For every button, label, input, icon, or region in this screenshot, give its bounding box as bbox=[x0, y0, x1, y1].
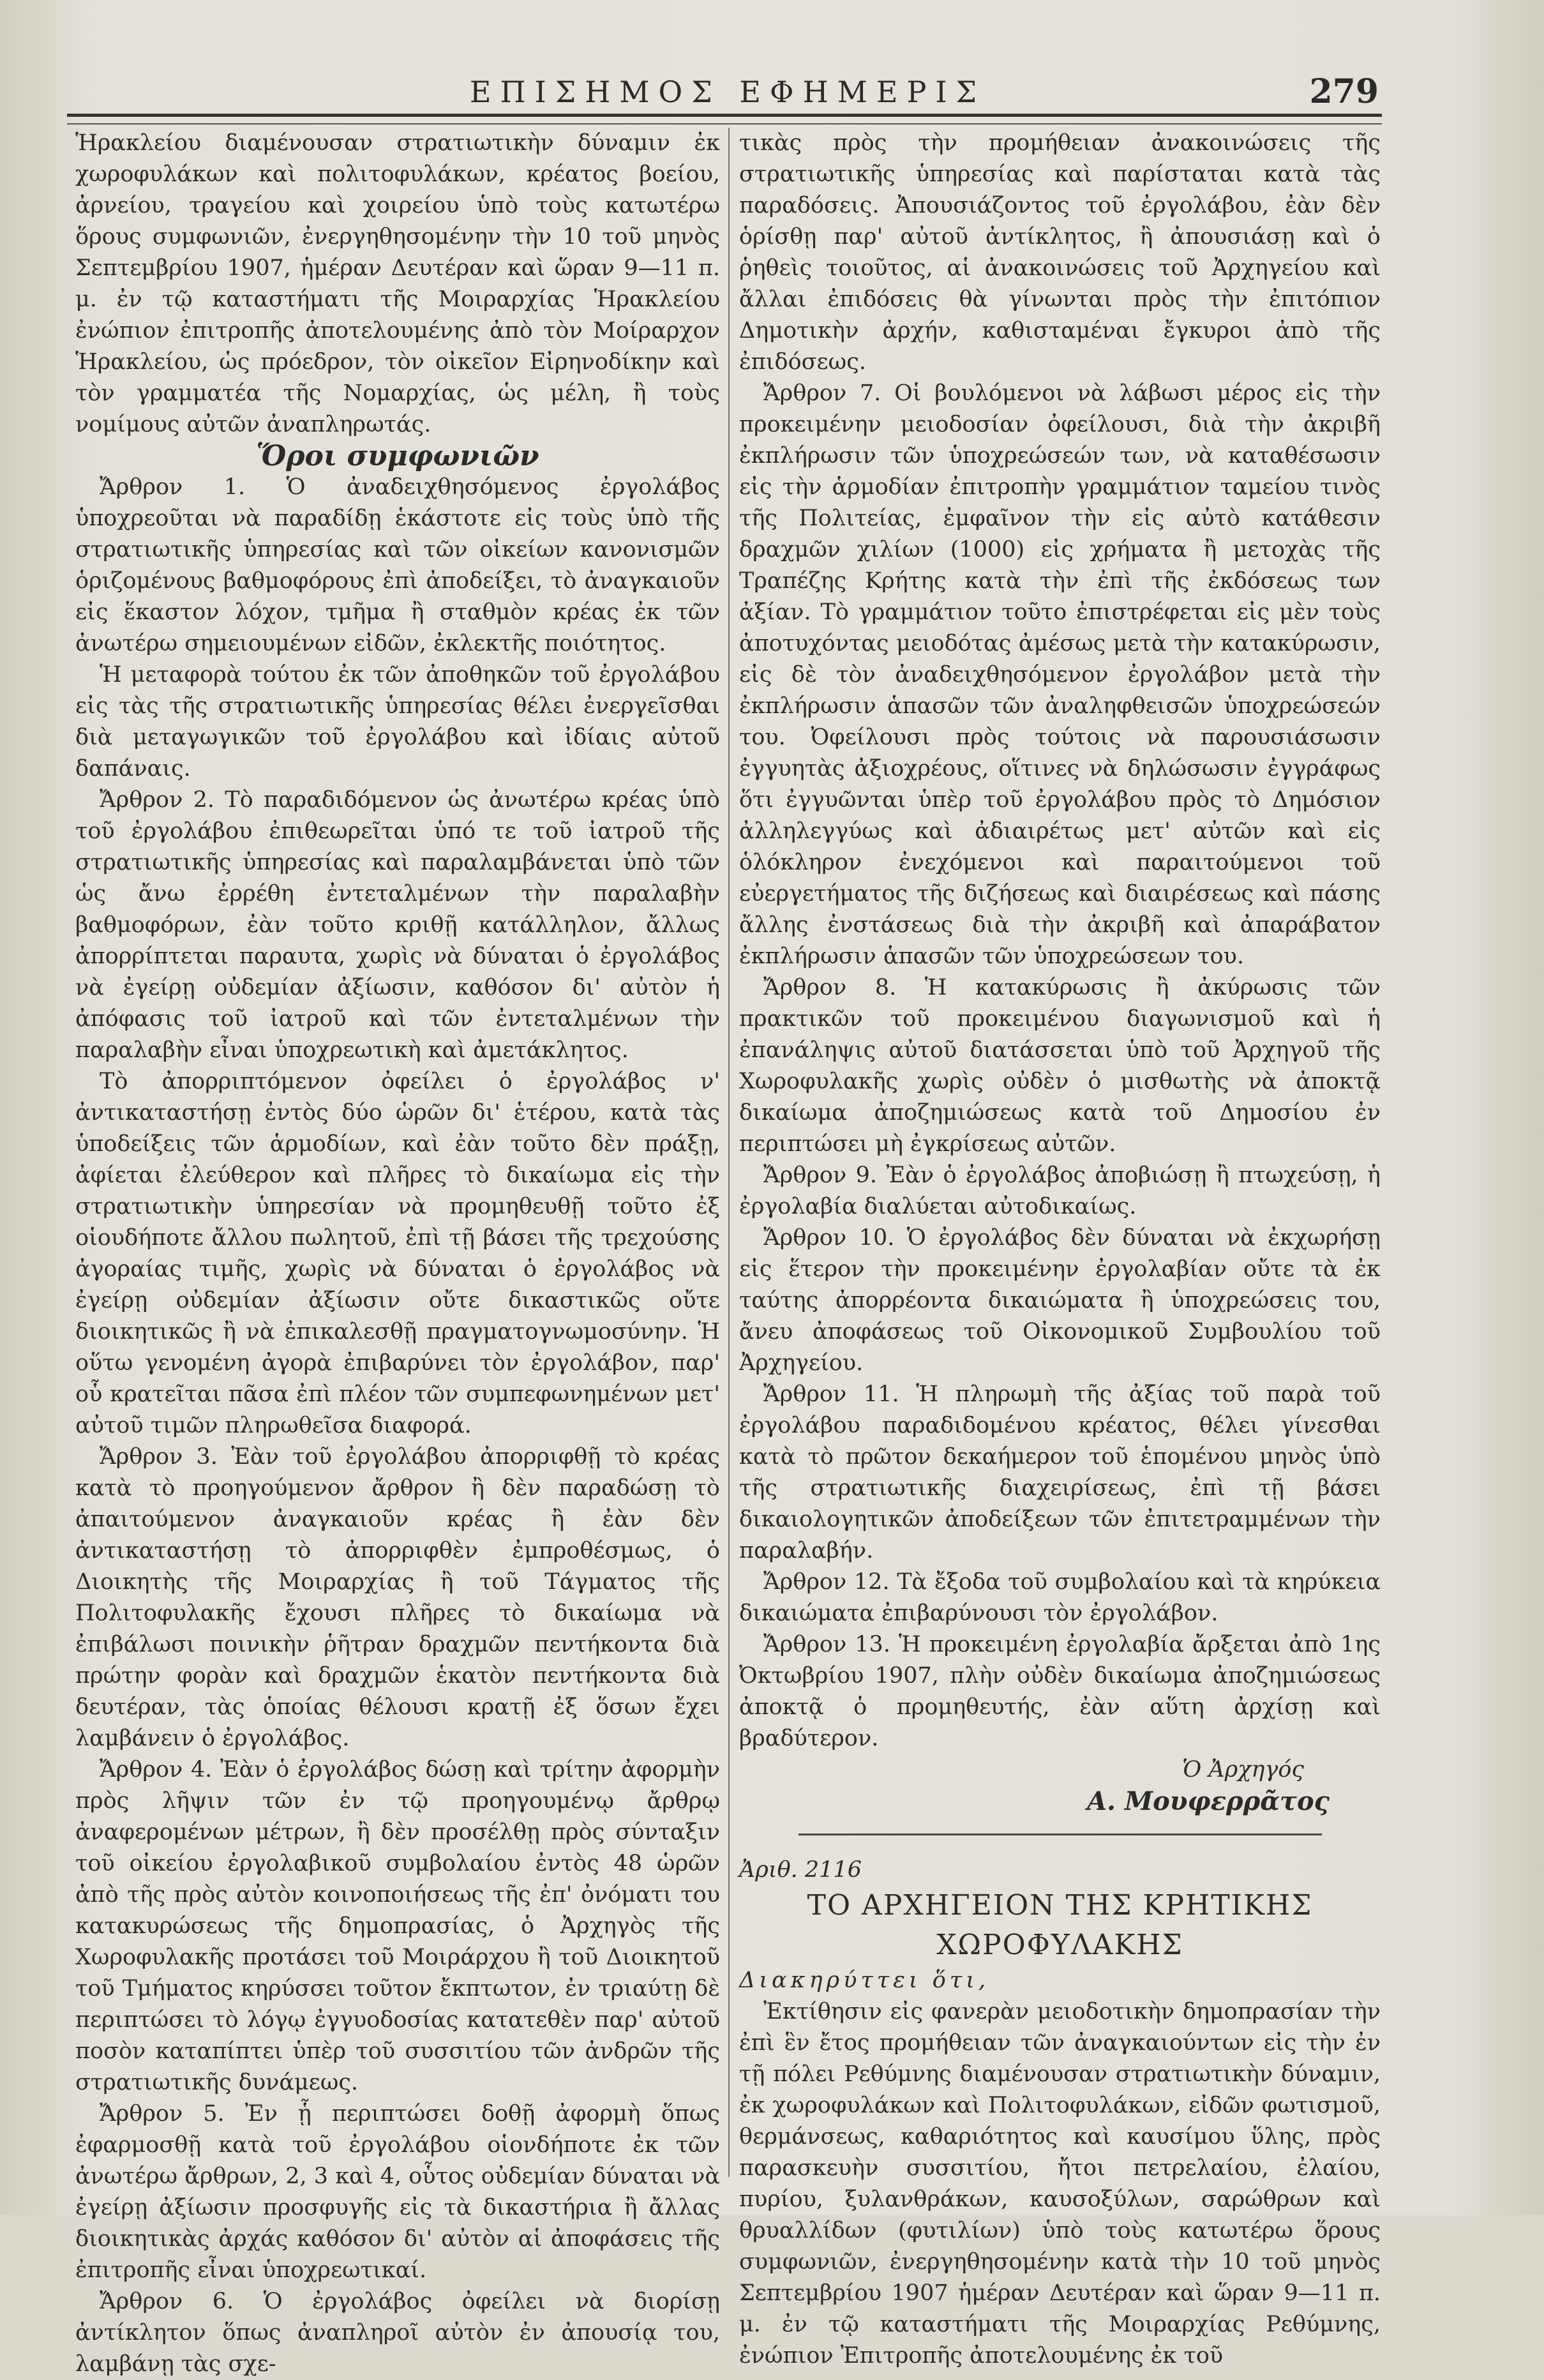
right-column bbox=[739, 128, 1381, 2372]
notice-paragraph: Ἐκτίθησιν εἰς φανερὰν μειοδοτικὴν δημοπρασίαν τὴν ἐπὶ ἓν ἔτος προμήθειαν τῶν ἀναγκαιούντων εἰς τὴν ἐν τῇ πόλει Ρεθύμνης διαμένουσαν στρατιωτικὴν δύναμιν, ἐκ χωροφυλάκων καὶ Πολιτοφυλάκων, εἰδῶν φωτισμοῦ, θερμάνσεως, καθαριότητος καὶ καυσίμου ὕλης, πρὸς παρασκευὴν συσσιτίου, ἤτοι πετρελαίου, ἐλαίου, πυρίου, ξυλανθράκων, καυσοξύλων, σαρώθρων καὶ θρυαλλίδων (φυτιλίων) ὑπὸ τοὺς κατωτέρω ὅρους συμφωνιῶν, ἐνεργηθησομένην κατὰ τὴν 10 τοῦ μηνὸς Σεπτεμβρίου 1907 ἡμέραν Δευτέραν καὶ ὥραν 9—11 π. μ. ἐν τῷ καταστήματι τῆς Μοιραρχίας Ρεθύμνης, ἐνώπιον Ἐπιτροπῆς ἀποτελουμένης ἐκ τοῦ bbox=[739, 1999, 1381, 2369]
article-2-cont: Τὸ ἀπορριπτόμενον ὀφείλει ὁ ἐργολάβος ν' ἀντικαταστήσῃ ἐντὸς δύο ὡρῶν δι' ἑτέρου, κατὰ τὰς ὑποδείξεις τῶν ἁρμοδίων, καὶ ἐὰν τοῦτο δὲν πράξῃ, ἀφίεται ἐλεύθερον καὶ πλῆρες τὸ δικαίωμα εἰς τὴν στρατιωτικὴν ὑπηρεσίαν νὰ προμηθευθῇ τοῦτο ἐξ οἱουδήποτε ἄλλου πωλητοῦ, ἐπὶ τῇ βάσει τῆς τρεχούσης ἀγοραίας τιμῆς, χωρὶς νὰ δύναται ὁ ἐργολάβος νὰ ἐγείρῃ οὐδεμίαν ἀξίωσιν οὔτε δικαστικῶς οὔτε διοικητικῶς ἢ νὰ ἐπικαλεσθῇ πραγματογνωμοσύνην. Ἡ οὕτω γενομένη ἀγορὰ ἐπιβαρύνει τὸν ἐργολάβον, παρ' οὗ κρατεῖται πᾶσα ἐπὶ πλέον τῶν συμπεφωνημένων μετ' αὐτοῦ τιμῶν πληρωθεῖσα διαφορά. bbox=[75, 1069, 720, 1438]
article-9: Ἄρθρον 9. Ἐὰν ὁ ἐργολάβος ἀποβιώσῃ ἢ πτωχεύσῃ, ἡ ἐργολαβία διαλύεται αὐτοδικαίως. bbox=[739, 1163, 1381, 1219]
article-4: Ἄρθρον 4. Ἐὰν ὁ ἐργολάβος δώσῃ καὶ τρίτην ἀφορμὴν πρὸς λῆψιν τῶν ἐν τῷ προηγουμένῳ ἄρθρῳ ἀναφερομένων μέτρων, ἢ δὲν προσέλθῃ πρὸς σύνταξιν τοῦ οἰκείου ἐργολαβικοῦ συμβολαίου ἐντὸς 48 ὡρῶν ἀπὸ τῆς πρὸς αὐτὸν κοινοποιήσεως τῆς ἐπ' ὀνόματι του κατακυρώσεως τῆς δημοπρασίας, ὁ Ἀρχηγὸς τῆς Χωροφυλακῆς προτάσει τοῦ Μοιράρχου ἢ τοῦ Διοικητοῦ τοῦ Τμήματος κηρύσσει τοῦτον ἔκπτωτον, ἐν τριαύτῃ δὲ περιπτώσει τὸ λόγῳ ἐγγυοδοσίας κατατεθὲν παρ' αὐτοῦ ποσὸν καταπίπτει ὑπὲρ τοῦ συσσιτίου τῶν ἀνδρῶν τῆς στρατιωτικῆς δυνάμεως. bbox=[75, 1757, 720, 2095]
document-number: Ἀριθ. 2116 bbox=[739, 1857, 862, 1883]
article-3: Ἄρθρον 3. Ἐὰν τοῦ ἐργολάβου ἀπορριφθῇ τὸ κρέας κατὰ τὸ προηγούμενον ἄρθρον ἢ δὲν παραδώσῃ τὸ ἀπαιτούμενον ἀναγκαιοῦν κρέας ἢ ἐὰν δὲν ἀντικαταστήσῃ τὸ ἀπορριφθὲν ἐμπροθέσμως, ὁ Διοικητὴς τῆς Μοιραρχίας ἢ τοῦ Τάγματος τῆς Πολιτοφυλακῆς ἔχουσι πλῆρες τὸ δικαίωμα νὰ ἐπιβάλωσι ποινικὴν ῥῆτραν δραχμῶν πεντήκοντα διὰ πρώτην φορὰν καὶ δραχμῶν ἑκατὸν πεντήκοντα διὰ δευτέραν, τὰς ὁποίας θέλουσι κρατῇ ἐξ ὅσων ἔχει λαμβάνειν ὁ ἐργολάβος. bbox=[75, 1444, 720, 1751]
article-11: Ἄρθρον 11. Ἡ πληρωμὴ τῆς ἀξίας τοῦ παρὰ τοῦ ἐργολάβου παραδιδομένου κρέατος, θέλει γίνεσθαι κατὰ τὸ πρῶτον δεκαήμερον τοῦ ἑπομένου μηνὸς ὑπὸ τῆς στρατιωτικῆς διαχειρίσεως, ἐπὶ τῇ βάσει δικαιολογητικῶν ἀποδείξεων τῶν ἐπιτετραμμένων τὴν παραλαβήν. bbox=[739, 1382, 1381, 1563]
article-5: Ἄρθρον 5. Ἐν ᾗ περιπτώσει δοθῇ ἀφορμὴ ὅπως ἐφαρμοσθῇ κατὰ τοῦ ἐργολάβου οἱονδήποτε ἐκ τῶν ἀνωτέρω ἄρθρων, 2, 3 καὶ 4, οὗτος οὐδεμίαν δύναται νὰ ἐγείρῃ ἀξίωσιν προσφυγῆς εἰς τὰ δικαστήρια ἢ ἄλλας διοικητικὰς ἀρχάς καθόσον δι' αὐτὸν αἱ ἀποφάσεις τῆς ἐπιτροπῆς εἶναι ὑποχρεωτικαί. bbox=[75, 2101, 720, 2283]
section-separator bbox=[798, 1834, 1322, 1835]
notice-heading bbox=[739, 1886, 1381, 1965]
signature-role: Ὁ Ἀρχηγός bbox=[1182, 1757, 1304, 1782]
article-12: Ἄρθρον 12. Τὰ ἔξοδα τοῦ συμβολαίου καὶ τὰ κηρύκεια δικαιώματα ἐπιβαρύνουσι τὸν ἐργολάβον. bbox=[739, 1569, 1381, 1626]
article-2: Ἄρθρον 2. Τὸ παραδιδόμενον ὡς ἀνωτέρω κρέας ὑπὸ τοῦ ἐργολάβου ἐπιθεωρεῖται ὑπό τε τοῦ ἰατροῦ τῆς στρατιωτικῆς ὑπηρεσίας καὶ παραλαμβάνεται ὑπὸ τῶν ὡς ἄνω ἐρρέθη ἐντεταλμένων τὴν παραλαβὴν βαθμοφόρων, ἐὰν τοῦτο κριθῇ κατάλληλον, ἄλλως ἀπορρίπτεται παραυτα, χωρὶς νὰ δύναται ὁ ἐργολάβος νὰ ἐγείρῃ οὐδεμίαν ἀξίωσιν, καθόσον δι' αὐτὸν ἡ ἀπόφασις τοῦ ἰατροῦ καὶ τῶν ἐντεταλμένων τὴν παραλαβὴν εἶναι ὑποχρεωτικὴ καὶ ἀμετάκλητος. bbox=[75, 787, 720, 1063]
article-1-cont: Ἡ μεταφορὰ τούτου ἐκ τῶν ἀποθηκῶν τοῦ ἐργολάβου εἰς τὰς τῆς στρατιωτικῆς ὑπηρεσίας θέλει ἐνεργεῖσθαι διὰ μεταγωγικῶν τοῦ ἐργολάβου καὶ ἰδίαις αὐτοῦ δαπάναις. bbox=[75, 662, 720, 781]
article-10: Ἄρθρον 10. Ὁ ἐργολάβος δὲν δύναται νὰ ἐκχωρήσῃ εἰς ἕτερον τὴν προκειμένην ἐργολαβίαν οὔτε τὰ ἐκ ταύτης ἀπορρέοντα δικαιώματα ἢ ὑποχρεώσεις του, ἄνευ ἀποφάσεως τοῦ Οἰκονομικοῦ Συμβουλίου τοῦ Ἀρχηγείου. bbox=[739, 1225, 1381, 1376]
signature-name: Α. Μουφερρᾶτος bbox=[1086, 1786, 1330, 1816]
notice-heading-line-2: ΧΩΡΟΦΥΛΑΚΗΣ bbox=[936, 1929, 1183, 1961]
article-7: Ἄρθρον 7. Οἱ βουλόμενοι νὰ λάβωσι μέρος εἰς τὴν προκειμένην μειοδοσίαν ὀφείλουσι, διὰ τὴν ἀκριβῆ ἐκπλήρωσιν τῶν ὑποχρεώσεών των, νὰ καταθέσωσιν εἰς τὴν ἁρμοδίαν ἐπιτροπὴν γραμμάτιον ταμείου τινὸς τῆς Πολιτείας, ἐμφαῖνον τὴν εἰς αὐτὸ κατάθεσιν δραχμῶν χιλίων (1000) εἰς χρήματα ἢ μετοχὰς τῆς Τραπέζης Κρήτης κατὰ τὴν ἐπὶ τῆς ἐκδόσεως των ἀξίαν. Τὸ γραμμάτιον τοῦτο ἐπιστρέφεται εἰς μὲν τοὺς ἀποτυχόντας μειοδότας ἀμέσως μετὰ τὴν κατακύρωσιν, εἰς δὲ τὸν ἀναδειχθησόμενον ἐργολάβον μετὰ τὴν ἐκπλήρωσιν ἁπασῶν τῶν ἀναληφθεισῶν ὑποχρεώσεών του. Ὀφείλουσι πρὸς τούτοις νὰ παρουσιάσωσιν ἐγγυητὰς ἀξιοχρέους, οἵτινες νὰ δηλώσωσιν ἐγγράφως ὅτι ἐγγυῶνται ὑπὲρ τοῦ ἐργολάβου πρὸς τὸ Δημόσιον ἀλληλεγγύως καὶ ἀδιαιρέτως μετ' αὐτῶν καὶ εἰς ὁλόκληρον ἐνεχόμενοι καὶ παραιτούμενοι τοῦ εὐεργετήματος τῆς διζήσεως καὶ διαιρέσεως καὶ πάσης ἄλλης ἐνστάσεως διὰ τὴν ἀκριβῆ καὶ ἀπαράβατον ἐκπλήρωσιν ἁπασῶν τῶν ὑποχρεώσεων του. bbox=[739, 380, 1381, 969]
header-rule bbox=[67, 114, 1382, 124]
page-number: 279 bbox=[1309, 72, 1379, 111]
declares-line: Διακηρύττει ὅτι, bbox=[739, 1968, 990, 1993]
article-6-cont: τικὰς πρὸς τὴν προμήθειαν ἀνακοινώσεις τῆς στρατιωτικῆς ὑπηρεσίας καὶ παρίσταται κατὰ τὰς παραδόσεις. Ἀπουσιάζοντος τοῦ ἐργολάβου, ἐὰν δὲν ὁρίσθῃ παρ' αὐτοῦ ἀντίκλητος, ἢ ἀπουσιάσῃ καὶ ὁ ῥηθεὶς τοιοῦτος, αἱ ἀνακοινώσεις τοῦ Ἀρχηγείου καὶ ἄλλαι ἐπιδόσεις θὰ γίνωνται πρὸς τὴν ἐπιτόπιον Δημοτικὴν ἀρχήν, καθισταμέναι ἔγκυροι ἀπὸ τῆς ἐπιδόσεως. bbox=[739, 130, 1381, 375]
gazette-title: ΕΠΙΣΗΜΟΣ ΕΦΗΜΕΡΙΣ bbox=[469, 75, 986, 109]
column-divider bbox=[728, 128, 730, 2177]
article-6: Ἄρθρον 6. Ὁ ἐργολάβος ὀφείλει νὰ διορίσῃ ἀντίκλητον ὅπως ἀναπληροῖ αὐτὸν ἐν ἀπουσίᾳ του, λαμβάνῃ τὰς σχε- bbox=[75, 2289, 720, 2377]
section-subheading: Ὅροι συμφωνιῶν bbox=[256, 440, 539, 472]
page-header bbox=[77, 67, 1379, 118]
article-1: Ἄρθρον 1. Ὁ ἀναδειχθησόμενος ἐργολάβος ὑποχρεοῦται νὰ παραδίδῃ ἑκάστοτε εἰς τοὺς ὑπὸ τῆς στρατιωτικῆς ὑπηρεσίας καὶ τῶν οἰκείων κανονισμῶν ὁριζομένους βαθμοφόρους ἐπὶ ἀποδείξει, τὸ ἀναγκαιοῦν εἰς ἕκαστον λόχον, τμῆμα ἢ σταθμὸν κρέας ἐκ τῶν ἀνωτέρω σημειουμένων εἰδῶν, ἐκλεκτῆς ποιότητος. bbox=[75, 474, 720, 656]
intro-paragraph: Ἡρακλείου διαμένουσαν στρατιωτικὴν δύναμιν ἐκ χωροφυλάκων καὶ πολιτοφυλάκων, κρέατος βοείου, ἀρνείου, τραγείου καὶ χοιρείου ὑπὸ τοὺς κατωτέρω ὅρους συμφωνιῶν, ἐνεργηθησομένην τὴν 10 τοῦ μηνὸς Σεπτεμβρίου 1907, ἡμέραν Δευτέραν καὶ ὥραν 9—11 π. μ. ἐν τῷ καταστήματι τῆς Μοιραρχίας Ἡρακλείου ἐνώπιον ἐπιτροπῆς ἀποτελουμένης ἀπὸ τὸν Μοίραρχον Ἡρακλείου, ὡς πρόεδρον, τὸν οἰκεῖον Εἰρηνοδίκην καὶ τὸν γραμματέα τῆς Νομαρχίας, ὡς μέλη, ἢ τοὺς νομίμους αὐτῶν ἀναπληρωτάς. bbox=[75, 130, 720, 437]
notice-heading-line-1: ΤΟ ΑΡΧΗΓΕΙΟΝ ΤΗΣ ΚΡΗΤΙΚΗΣ bbox=[807, 1889, 1313, 1922]
article-13: Ἄρθρον 13. Ἡ προκειμένη ἐργολαβία ἄρξεται ἀπὸ 1ης Ὀκτωβρίου 1907, πλὴν οὐδὲν δικαίωμα ἀποζημιώσεως ἀποκτᾷ ὁ προμηθευτής, ἐὰν αὕτη ἀρχίσῃ καὶ βραδύτερον. bbox=[739, 1632, 1381, 1751]
left-column bbox=[75, 128, 720, 2380]
article-8: Ἄρθρον 8. Ἡ κατακύρωσις ἢ ἀκύρωσις τῶν πρακτικῶν τοῦ προκειμένου διαγωνισμοῦ καὶ ἡ ἐπανάληψις αὐτοῦ διατάσσεται ὑπὸ τοῦ Ἀρχηγοῦ τῆς Χωροφυλακῆς χωρὶς οὐδὲν ὁ μισθωτὴς νὰ ἀποκτᾷ δικαίωμα ἀποζημιώσεως κατὰ τοῦ Δημοσίου ἐν περιπτώσει μὴ ἐγκρίσεως αὐτῶν. bbox=[739, 975, 1381, 1157]
